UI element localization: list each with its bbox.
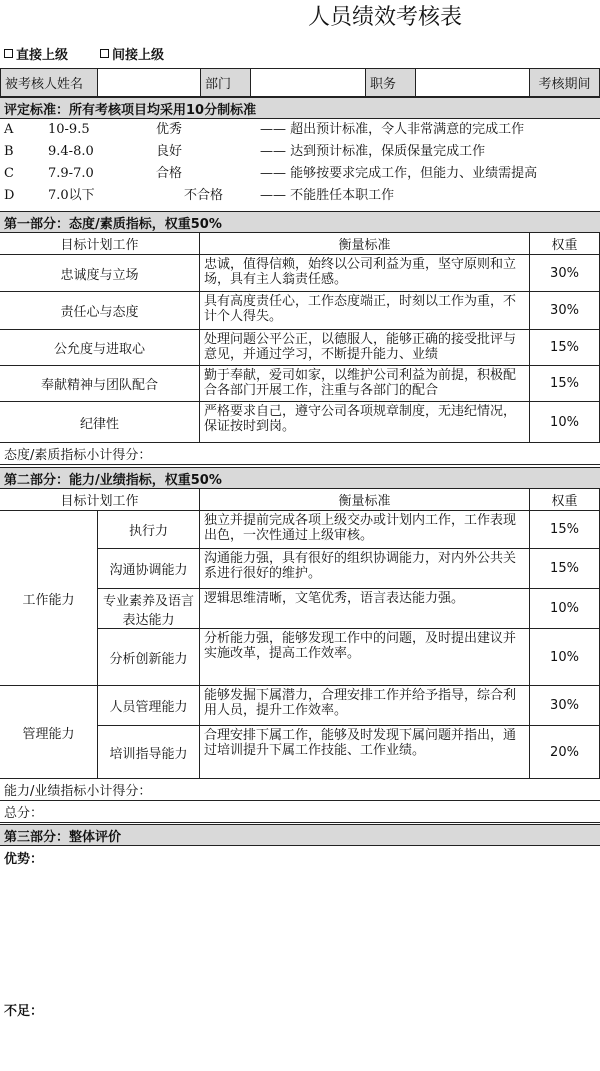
criteria-grade: A xyxy=(4,122,14,137)
strengths-label: 优势： xyxy=(4,852,44,867)
part2-subtotal: 能力/业绩指标小计得分： xyxy=(0,779,600,801)
col-standard: 衡量标准 xyxy=(200,489,530,511)
part1-subtotal: 态度/素质指标小计得分： xyxy=(0,443,600,465)
col-weight: 权重 xyxy=(530,233,600,255)
standard-text: 合理安排下属工作，能够及时发现下属问题并指出，通过培训提升下属工作技能、工作业绩。 xyxy=(200,726,530,779)
target-name: 奉献精神与团队配合 xyxy=(0,366,200,402)
criteria-level: 优秀 xyxy=(156,122,183,137)
standard-text: 具有高度责任心，工作态度端正，时刻以工作为重，不计个人得失。 xyxy=(200,292,530,330)
info-row xyxy=(0,68,600,97)
criteria-heading: 评定标准：所有考核项目均采用10分制标准 xyxy=(0,97,600,119)
col-target: 目标计划工作 xyxy=(0,233,200,255)
weaknesses-area[interactable] xyxy=(0,1000,600,1070)
part1-heading: 第一部分：态度/素质指标，权重50% xyxy=(0,211,600,233)
table-row xyxy=(98,589,600,629)
page-title: 人员绩效考核表 xyxy=(307,5,462,30)
group-name: 工作能力 xyxy=(0,511,98,686)
name-label: 被考核人姓名 xyxy=(0,69,98,97)
part1-header-row xyxy=(0,233,600,255)
target-name: 责任心与态度 xyxy=(0,292,200,330)
standard-text: 沟通能力强，具有很好的组织协调能力，对内外公共关系进行很好的维护。 xyxy=(200,549,530,589)
position-field[interactable] xyxy=(416,69,530,97)
group-name: 管理能力 xyxy=(0,686,98,779)
target-name: 专业素养及语言表达能力 xyxy=(98,589,200,629)
table-row xyxy=(0,366,600,402)
period-label: 考核期间 xyxy=(530,69,600,97)
criteria-range: 10-9.5 xyxy=(48,122,90,137)
weight-value: 10% xyxy=(530,589,600,629)
weight-value: 10% xyxy=(530,629,600,686)
target-name: 人员管理能力 xyxy=(98,686,200,726)
part2-heading: 第二部分：能力/业绩指标，权重50% xyxy=(0,467,600,489)
table-row xyxy=(0,402,600,443)
table-row xyxy=(98,686,600,726)
weight-value: 15% xyxy=(530,549,600,589)
position-label: 职务 xyxy=(366,69,416,97)
criteria-row xyxy=(0,186,600,206)
indirect-superior-option[interactable]: 间接上级 xyxy=(100,46,164,66)
table-row xyxy=(0,292,600,330)
table-row xyxy=(98,549,600,589)
standard-text: 严格要求自己，遵守公司各项规章制度，无违纪情况，保证按时到岗。 xyxy=(200,402,530,443)
strengths-area[interactable] xyxy=(0,848,600,998)
criteria-desc: —— 超出预计标准，令人非常满意的完成工作 xyxy=(260,122,525,137)
target-name: 沟通协调能力 xyxy=(98,549,200,589)
checkbox-icon[interactable] xyxy=(100,49,109,58)
target-name: 忠诚度与立场 xyxy=(0,255,200,292)
table-row xyxy=(98,511,600,549)
direct-superior-option[interactable]: 直接上级 xyxy=(4,46,68,66)
checkbox-icon[interactable] xyxy=(4,49,13,58)
criteria-level: 不合格 xyxy=(184,188,224,203)
part3-heading: 第三部分：整体评价 xyxy=(0,824,600,846)
table-row xyxy=(98,629,600,686)
weaknesses-label: 不足： xyxy=(4,1004,44,1019)
col-weight: 权重 xyxy=(530,489,600,511)
standard-text: 勤于奉献，爱司如家，以维护公司利益为前提，积极配合各部门开展工作，注重与各部门的配合 xyxy=(200,366,530,402)
criteria-grade: B xyxy=(4,144,14,159)
target-name: 培训指导能力 xyxy=(98,726,200,779)
weight-value: 30% xyxy=(530,686,600,726)
criteria-grade: C xyxy=(4,166,14,181)
standard-text: 忠诚，值得信赖，始终以公司利益为重，坚守原则和立场，具有主人翁责任感。 xyxy=(200,255,530,292)
col-standard: 衡量标准 xyxy=(200,233,530,255)
criteria-range: 9.4-8.0 xyxy=(48,144,94,159)
weight-value: 30% xyxy=(530,255,600,292)
criteria-level: 合格 xyxy=(156,166,183,181)
standard-text: 能够发掘下属潜力，合理安排工作并给予指导，综合利用人员，提升工作效率。 xyxy=(200,686,530,726)
total-score: 总分： xyxy=(0,801,600,823)
criteria-desc: —— 达到预计标准，保质保量完成工作 xyxy=(260,144,486,159)
weight-value: 15% xyxy=(530,511,600,549)
target-name: 纪律性 xyxy=(0,402,200,443)
dept-field[interactable] xyxy=(251,69,366,97)
criteria-level: 良好 xyxy=(156,144,183,159)
col-target: 目标计划工作 xyxy=(0,489,200,511)
weight-value: 20% xyxy=(530,726,600,779)
table-row xyxy=(0,330,600,366)
part2-header-row xyxy=(0,489,600,511)
standard-text: 处理问题公平公正，以德服人，能够正确的接受批评与意见，并通过学习，不断提升能力、业绩 xyxy=(200,330,530,366)
table-row xyxy=(98,726,600,779)
weight-value: 10% xyxy=(530,402,600,443)
target-name: 分析创新能力 xyxy=(98,629,200,686)
criteria-range: 7.0以下 xyxy=(48,188,95,203)
criteria-row xyxy=(0,120,600,140)
standard-text: 独立并提前完成各项上级交办或计划内工作，工作表现出色，一次性通过上级审核。 xyxy=(200,511,530,549)
criteria-desc: —— 不能胜任本职工作 xyxy=(260,188,395,203)
criteria-desc: —— 能够按要求完成工作，但能力、业绩需提高 xyxy=(260,166,538,181)
target-name: 执行力 xyxy=(98,511,200,549)
dept-label: 部门 xyxy=(201,69,251,97)
table-row xyxy=(0,255,600,292)
criteria-range: 7.9-7.0 xyxy=(48,166,94,181)
target-name: 公允度与进取心 xyxy=(0,330,200,366)
standard-text: 逻辑思维清晰，文笔优秀，语言表达能力强。 xyxy=(200,589,530,629)
criteria-row xyxy=(0,142,600,162)
criteria-grade: D xyxy=(4,188,15,203)
criteria-row xyxy=(0,164,600,184)
weight-value: 15% xyxy=(530,366,600,402)
name-field[interactable] xyxy=(98,69,201,97)
weight-value: 30% xyxy=(530,292,600,330)
standard-text: 分析能力强，能够发现工作中的问题，及时提出建议并实施改革，提高工作效率。 xyxy=(200,629,530,686)
weight-value: 15% xyxy=(530,330,600,366)
